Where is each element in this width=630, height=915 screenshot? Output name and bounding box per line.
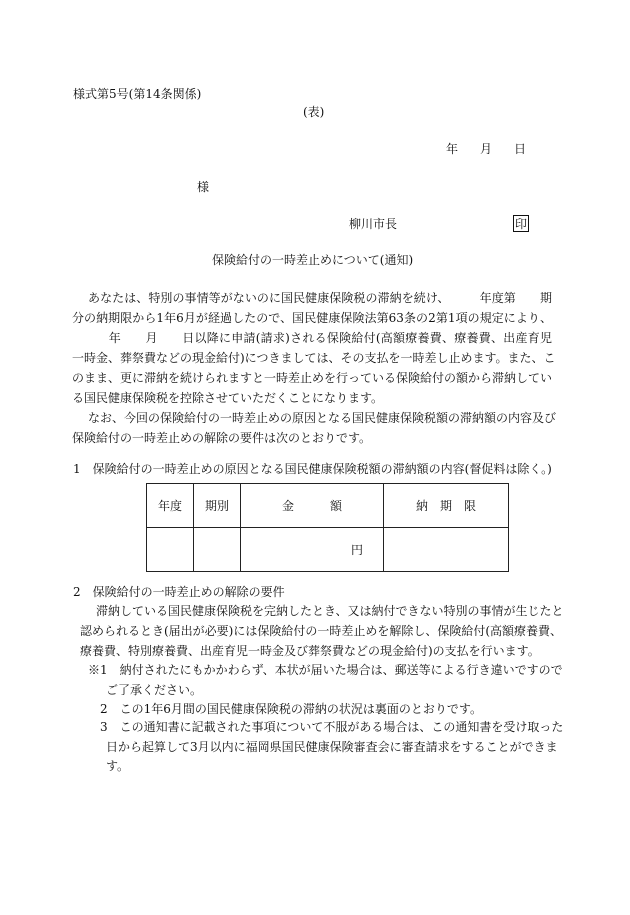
intro-p1-line: 分の納期限から1年6月が経過したので、国民健康保険法第63条の2第1項の規定により、 (72, 311, 552, 325)
cell-fiscal-year (147, 528, 194, 572)
note-2-line: 2 この1年6月間の国民健康保険税の滞納の状況は裏面のとおりです。 (100, 702, 482, 716)
intro-p1-line: る国民健康保険税を控除させていただくことになります。 (72, 391, 384, 405)
section2-line: 療養費、特別療養費、出産育児一時金及び葬祭費などの現金給付)の支払を行います。 (80, 644, 540, 658)
date-day-label: 日 (514, 142, 527, 156)
note-3-line: 3 この通知書に記載された事項について不服がある場合は、この通知書を受け取った (100, 720, 564, 734)
intro-p1-line: あなたは、特別の事情等がないのに国民健康保険税の滞納を続け、 年度第 期 (88, 291, 552, 305)
form-number: 様式第5号(第14条関係) (73, 87, 202, 101)
cell-due-date (384, 528, 509, 572)
cell-amount: 円 (241, 528, 384, 572)
document-title: 保険給付の一時差止めについて(通知) (212, 253, 414, 267)
section2-heading: 2 保険給付の一時差止めの解除の要件 (73, 585, 285, 599)
seal-stamp: 印 (514, 216, 527, 231)
header-fiscal-year: 年度 (147, 484, 194, 528)
table-row (147, 528, 509, 572)
note-3-line: 日から起算して3月以内に福岡県国民健康保険審査会に審査請求をすることができま (106, 740, 558, 754)
note-3-line: す。 (106, 759, 130, 773)
date-month-label: 月 (480, 142, 493, 156)
cell-installment (194, 528, 241, 572)
header-due-date: 納 期 限 (384, 484, 509, 528)
note-1-line: ご了承ください。 (106, 683, 203, 697)
section1-heading: 1 保険給付の一時差止めの原因となる国民健康保険税額の滞納額の内容(督促料は除く。) (73, 462, 552, 476)
intro-p1-line: 年 月 日以降に申請(請求)される保険給付(高額療養費、療養費、出産育児 (72, 331, 552, 345)
intro-p1-line: 一時金、葬祭費などの現金給付)につきましては、その支払を一時差し止めます。また、こ (72, 351, 556, 365)
table-header-row (147, 484, 509, 528)
header-amount: 金 額 (241, 484, 384, 528)
note-1-line: ※1 納付されたにもかかわらず、本状が届いた場合は、郵送等による行き違いですので (88, 663, 563, 677)
arrears-table (146, 483, 509, 572)
issuer-name: 柳川市長 (349, 217, 398, 231)
section2-line: 滞納している国民健康保険税を完納したとき、又は納付できない特別の事情が生じたと (96, 604, 564, 618)
intro-p2-line: 保険給付の一時差止めの解除の要件は次のとおりです。 (72, 431, 372, 445)
side-label: (表) (303, 105, 325, 119)
header-installment: 期別 (194, 484, 241, 528)
date-year-label: 年 (446, 142, 459, 156)
intro-p2-line: なお、今回の保険給付の一時差止めの原因となる国民健康保険税額の滞納額の内容及び (88, 411, 557, 425)
section2-line: 認められるとき(届出が必要)には保険給付の一時差止めを解除し、保険給付(高額療養費、 (80, 624, 563, 638)
recipient-suffix: 様 (197, 180, 210, 194)
intro-p1-line: のまま、更に滞納を続けられますと一時差止めを行っている保険給付の額から滞納してい (72, 371, 553, 385)
